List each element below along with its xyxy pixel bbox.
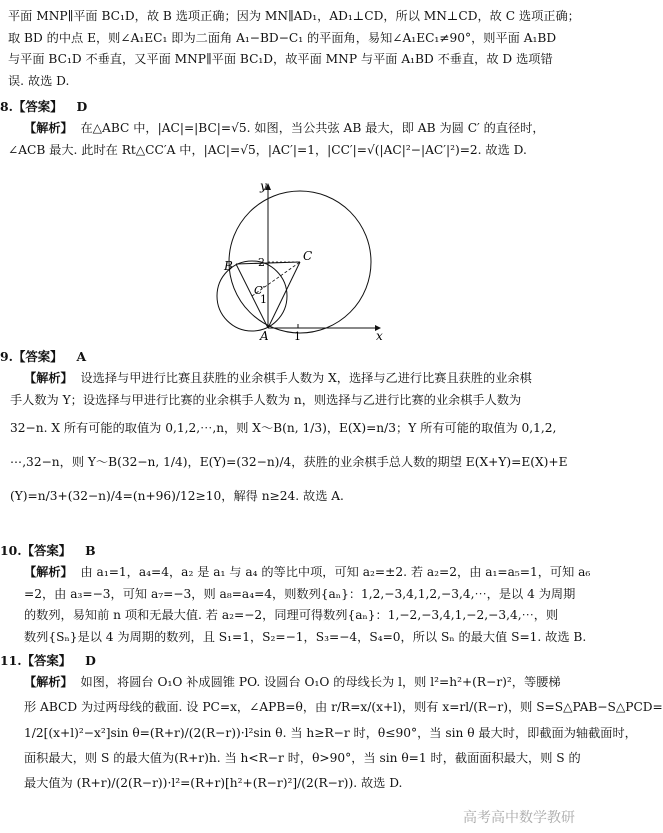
q11-answer: D [85, 653, 96, 668]
label-cprime: C′ [254, 284, 265, 297]
label-y: y [260, 179, 267, 193]
q10-text-line: 数列{Sₙ}是以 4 为周期的数列，且 S₁=1，S₂=−1，S₃=−4，S₄=0，所以 Sₙ 的最大值 S=1. 故选 B. [24, 629, 587, 644]
q7-continuation [0, 6, 597, 92]
q11-answer-row [0, 650, 597, 672]
q9-text-line: ⋯,32−n，则 Y～B(32−n, 1/4)，E(Y)=(32−n)/4，获胜的业余棋手总人数的期望 E(X+Y)=E(X)+E [10, 455, 568, 469]
watermark-text: 高考高中数学教研 [463, 810, 575, 826]
label-c: C [303, 249, 313, 263]
q8-text-line: ∠ACB 最大. 此时在 Rt△CC′A 中，|AC|=√5，|AC′|=1，|CC′|=√(|AC|²−|AC′|²)=2. 故选 D. [8, 142, 527, 157]
q9-analysis-line [0, 368, 597, 390]
q8-text: 在△ABC 中，|AC|=|BC|=√5. 如图，当公共弦 AB 最大，即 AB 为圆 C′ 的直径时， [80, 121, 545, 135]
q11-analysis-line [0, 672, 597, 694]
q11-analysis-tag: 【解析】 [24, 675, 73, 689]
q10-answer-tag: 【答案】 [21, 543, 72, 558]
q10-analysis-tag: 【解析】 [24, 565, 73, 579]
q10-answer: B [85, 543, 96, 558]
q8-answer: D [76, 99, 88, 114]
q10-answer-row [0, 540, 597, 562]
intro-line: 取 BD 的中点 E，则∠A₁EC₁ 即为二面角 A₁−BD−C₁ 的平面角，易知∠A₁EC₁≠90°，则平面 A₁BD [8, 30, 557, 45]
q8-analysis-line [0, 118, 597, 140]
q9-text-line: 手人数为 Y；设选择与甲进行比赛的业余棋手人数为 n，则选择与乙进行比赛的业余棋手人数为 [10, 392, 522, 407]
q11-text-line: 1/2[(x+l)²−x²]sin θ=(R+r)/(2(R−r))·l²sin θ. 当 h≥R−r 时，θ≤90°，当 sin θ 最大时，即截面为轴截面时， [24, 725, 637, 740]
q9-answer: A [76, 349, 87, 364]
q9-section [0, 346, 597, 513]
q11-number: 11. [0, 653, 22, 668]
q8-answer-tag: 【答案】 [12, 99, 63, 114]
q10-analysis-line [0, 562, 597, 584]
q11-section [0, 650, 663, 796]
label-a: A [260, 329, 269, 343]
q9-analysis-tag: 【解析】 [24, 371, 73, 385]
q8-section [0, 96, 597, 161]
q9-number: 9. [0, 349, 13, 364]
q10-text: 由 a₁=1，a₄=4，a₂ 是 a₁ 与 a₄ 的等比中项，可知 a₂=±2. 若 a₂=2，由 a₁=a₅=1，可知 a₆ [80, 565, 591, 579]
q11-text-line: 最大值为 (R+r)/(2(R−r))·l²=(R+r)[h²+(R−r)²]/(2(R−r)). 故选 D. [24, 775, 403, 790]
q10-number: 10. [0, 543, 22, 558]
label-one-y: 1 [260, 293, 267, 306]
q9-answer-tag: 【答案】 [12, 349, 63, 364]
q10-section [0, 540, 597, 648]
label-two: 2 [258, 256, 265, 269]
q8-answer-row [0, 96, 597, 118]
q9-answer-row [0, 346, 597, 368]
q9-text: 设选择与甲进行比赛且获胜的业余棋手人数为 X，选择与乙进行比赛且获胜的业余棋 [80, 371, 532, 385]
label-x: x [376, 329, 383, 343]
q11-text-line: 形 ABCD 为过两母线的截面. 设 PC=x，∠APB=θ，由 r/R=x/(x+l)，则有 x=rl/(R−r)，则 S=S△PAB−S△PCD= [24, 699, 663, 714]
line-ac [268, 262, 300, 328]
circle-figure [190, 178, 390, 343]
label-b: B [224, 259, 233, 273]
q9-text-line: 32−n. X 所有可能的取值为 0,1,2,⋯,n，则 X～B(n, 1/3)，E(X)=n/3；Y 所有可能的取值为 0,1,2, [10, 421, 557, 435]
intro-line: 误. 故选 D. [8, 73, 70, 88]
intro-line: 平面 MNP∥平面 BC₁D，故 B 选项正确；因为 MN∥AD₁，AD₁⊥CD，所以 MN⊥CD，故 C 选项正确； [8, 9, 580, 23]
q10-text-line: 的数列，易知前 n 项和无最大值. 若 a₂=−2，同理可得数列{aₙ}：1,−2,−3,4,1,−2,−3,4,⋯，则 [24, 608, 559, 622]
label-one-x: 1 [294, 330, 301, 343]
q11-text-line: 面积最大，则 S 的最大值为(R+r)h. 当 h<R−r 时，θ>90°，当 sin θ=1 时，截面面积最大，则 S 的 [24, 750, 581, 765]
q9-text-line: (Y)=n/3+(32−n)/4=(n+96)/12≥10，解得 n≥24. 故选 A. [10, 489, 344, 503]
q10-text-line: =2，由 a₃=−3，可知 a₇=−3，则 a₈=a₄=4，则数列{aₙ}：1,2,−3,4,1,2,−3,4,⋯，是以 4 为周期 [24, 586, 576, 601]
intro-line: 与平面 BC₁D 不垂直，又平面 MNP∥平面 BC₁D，故平面 MNP 与平面 A₁BD 不垂直，故 D 选项错 [8, 52, 553, 66]
q8-analysis-tag: 【解析】 [24, 121, 73, 135]
figure-svg [190, 178, 390, 343]
q8-number: 8. [0, 99, 13, 114]
q11-answer-tag: 【答案】 [21, 653, 72, 668]
q11-text: 如图，将圆台 O₁O 补成圆锥 PO. 设圆台 O₁O 的母线长为 l，则 l²=h²+(R−r)²，等腰梯 [80, 675, 561, 689]
